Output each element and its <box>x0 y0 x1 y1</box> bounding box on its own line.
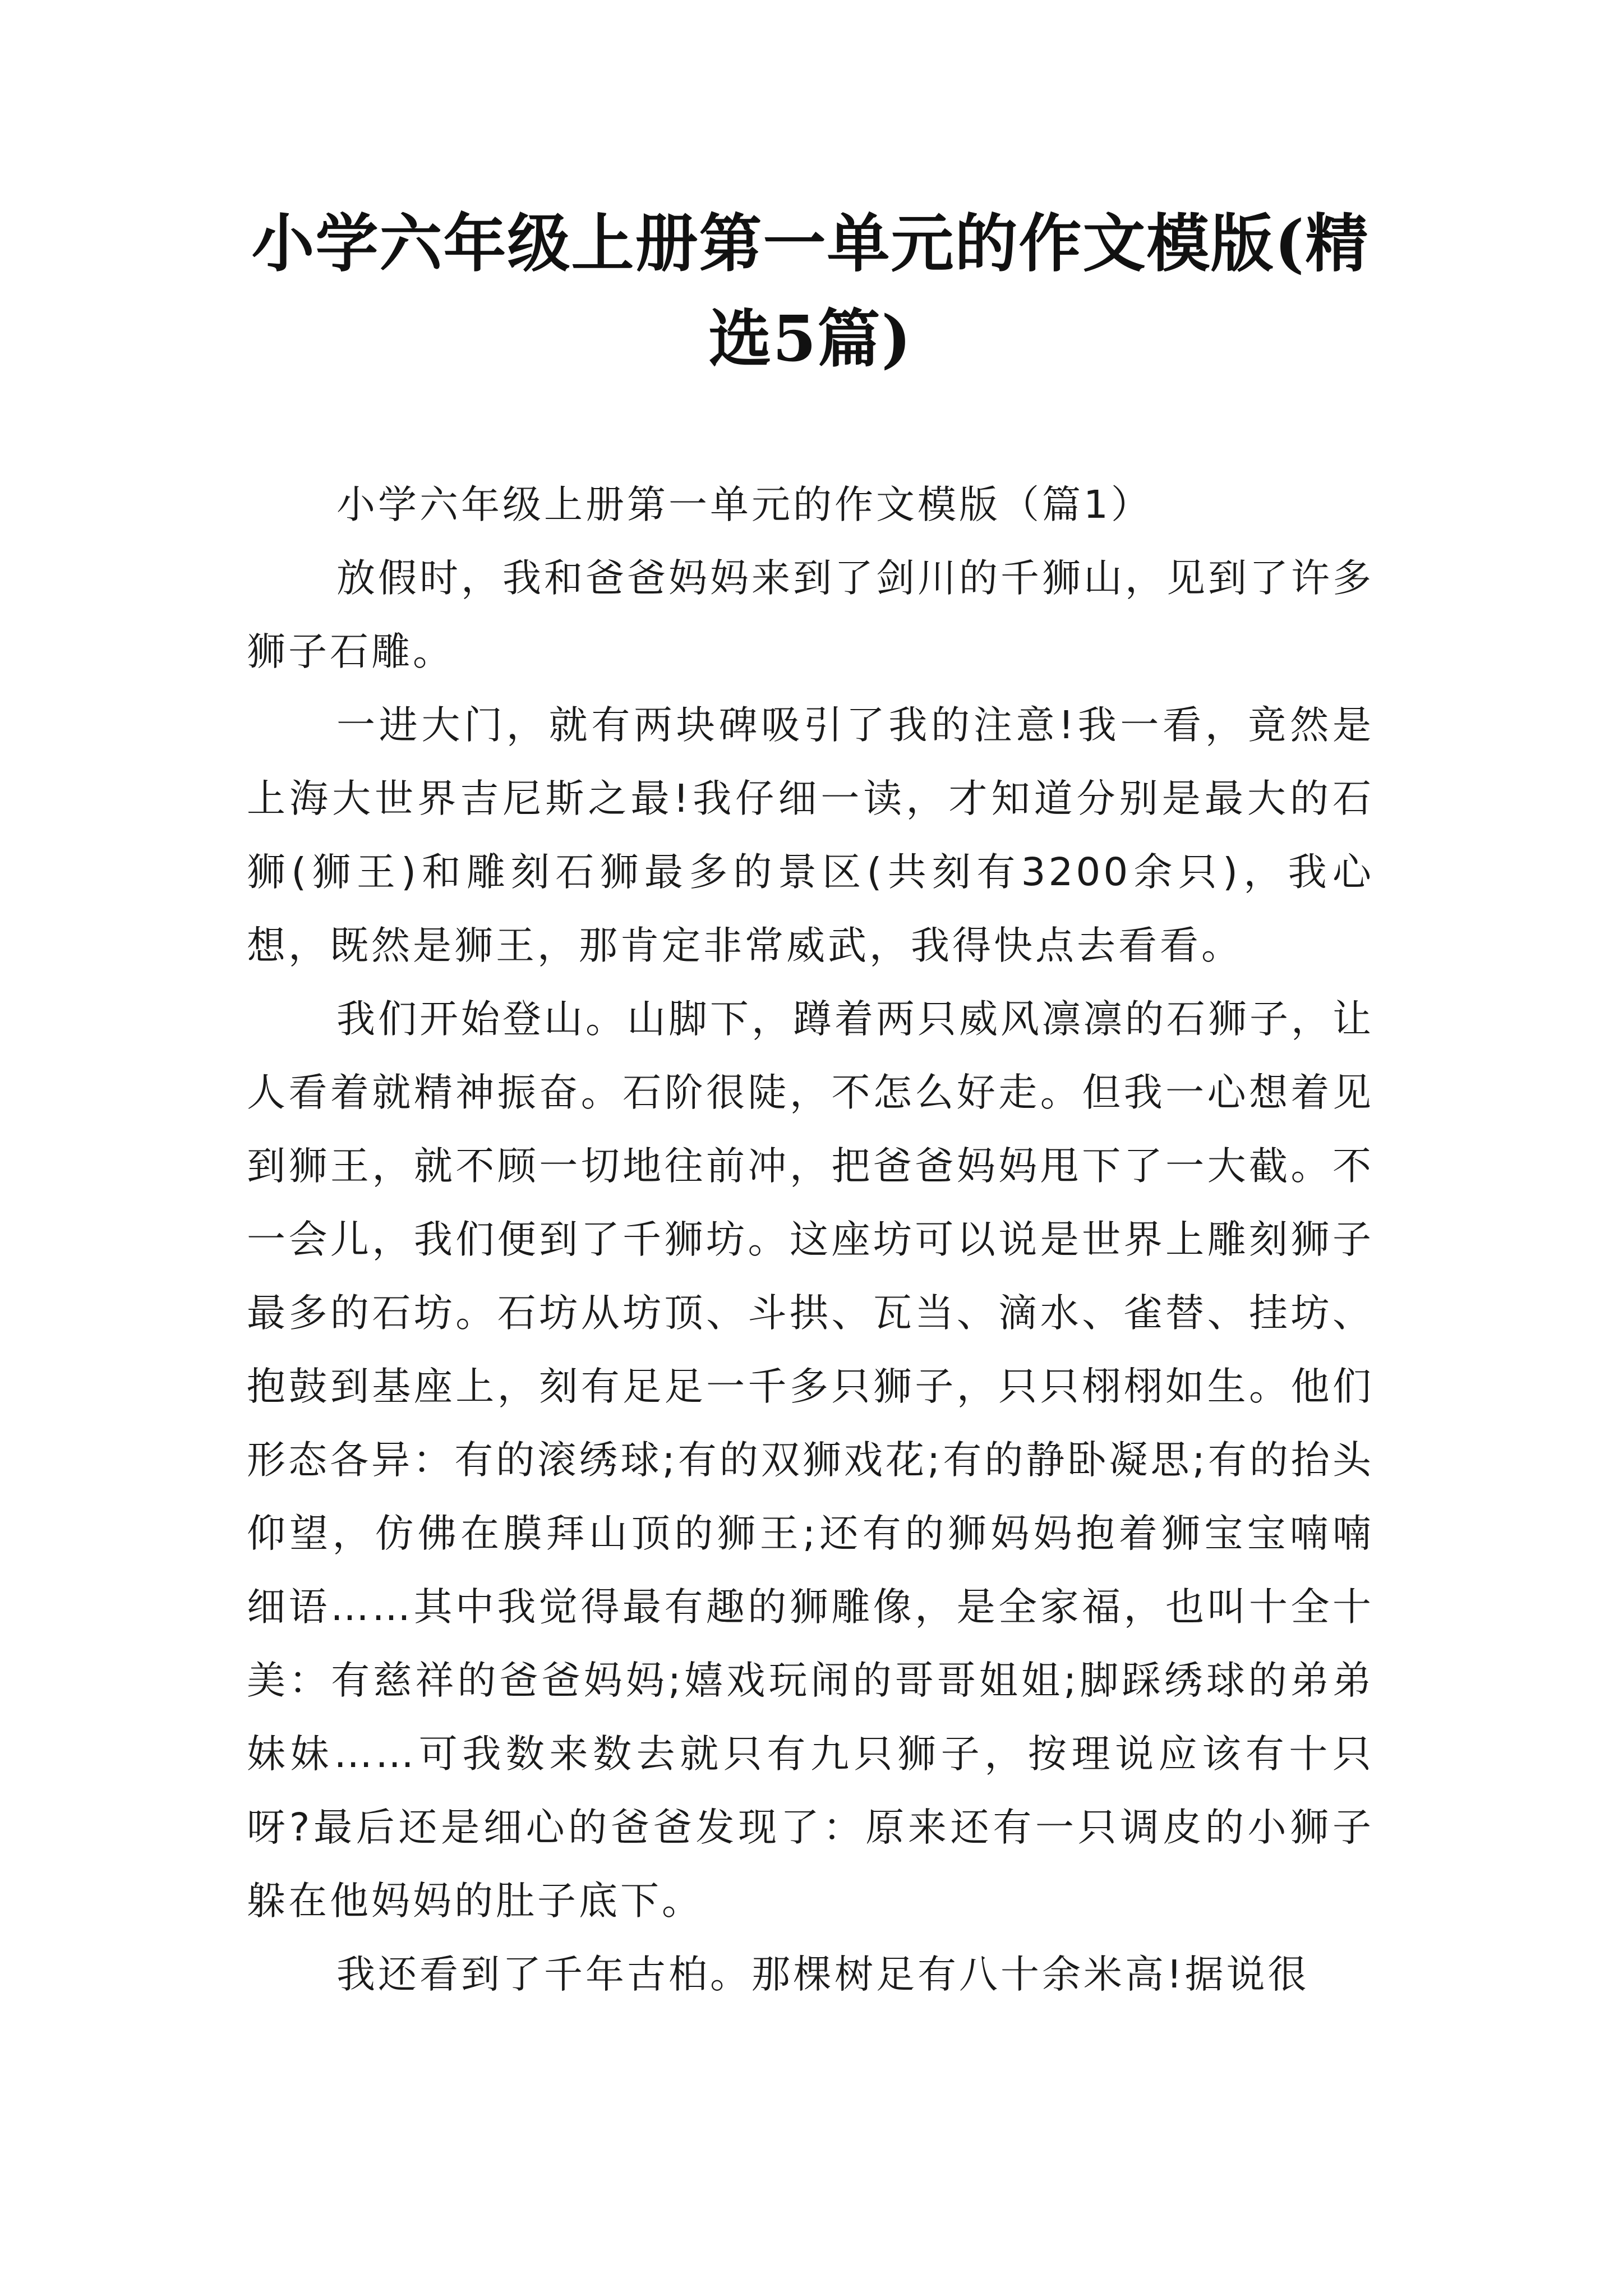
document-title: 小学六年级上册第一单元的作文模版(精选5篇) <box>251 207 1370 376</box>
document-body <box>247 468 1374 2012</box>
paragraph: 我还看到了千年古柏。那棵树足有八十余米高!据说很 <box>336 1952 1310 1997</box>
paragraph: 放假时，我和爸爸妈妈来到了剑川的千狮山，见到了许多狮子石雕。 <box>247 556 1374 674</box>
paragraph: 一进大门，就有两块碑吸引了我的注意!我一看，竟然是上海大世界吉尼斯之最!我仔细一读，才知道分别是最大的石狮(狮王)和雕刻石狮最多的景区(共刻有3200余只)，我心想，既然是狮王，那肯定非常威武，我得快点去看看。 <box>247 703 1374 968</box>
section-heading: 小学六年级上册第一单元的作文模版（篇1） <box>336 482 1152 527</box>
paragraph: 我们开始登山。山脚下，蹲着两只威风凛凛的石狮子，让人看着就精神振奋。石阶很陡，不怎么好走。但我一心想着见到狮王，就不顾一切地往前冲，把爸爸妈妈甩下了一大截。不一会儿，我们便到了千狮坊。这座坊可以说是世界上雕刻狮子最多的石坊。石坊从坊顶、斗拱、瓦当、滴水、雀替、挂坊、抱鼓到基座上，刻有足足一千多只狮子，只只栩栩如生。他们形态各异：有的滚绣球;有的双狮戏花;有的静卧凝思;有的抬头仰望，仿佛在膜拜山顶的狮王;还有的狮妈妈抱着狮宝宝喃喃细语……其中我觉得最有趣的狮雕像，是全家福，也叫十全十美：有慈祥的爸爸妈妈;嬉戏玩闹的哥哥姐姐;脚踩绣球的弟弟妹妹……可我数来数去就只有九只狮子，按理说应该有十只呀?最后还是细心的爸爸发现了：原来还有一只调皮的小狮子躲在他妈妈的肚子底下。 <box>247 997 1374 1924</box>
